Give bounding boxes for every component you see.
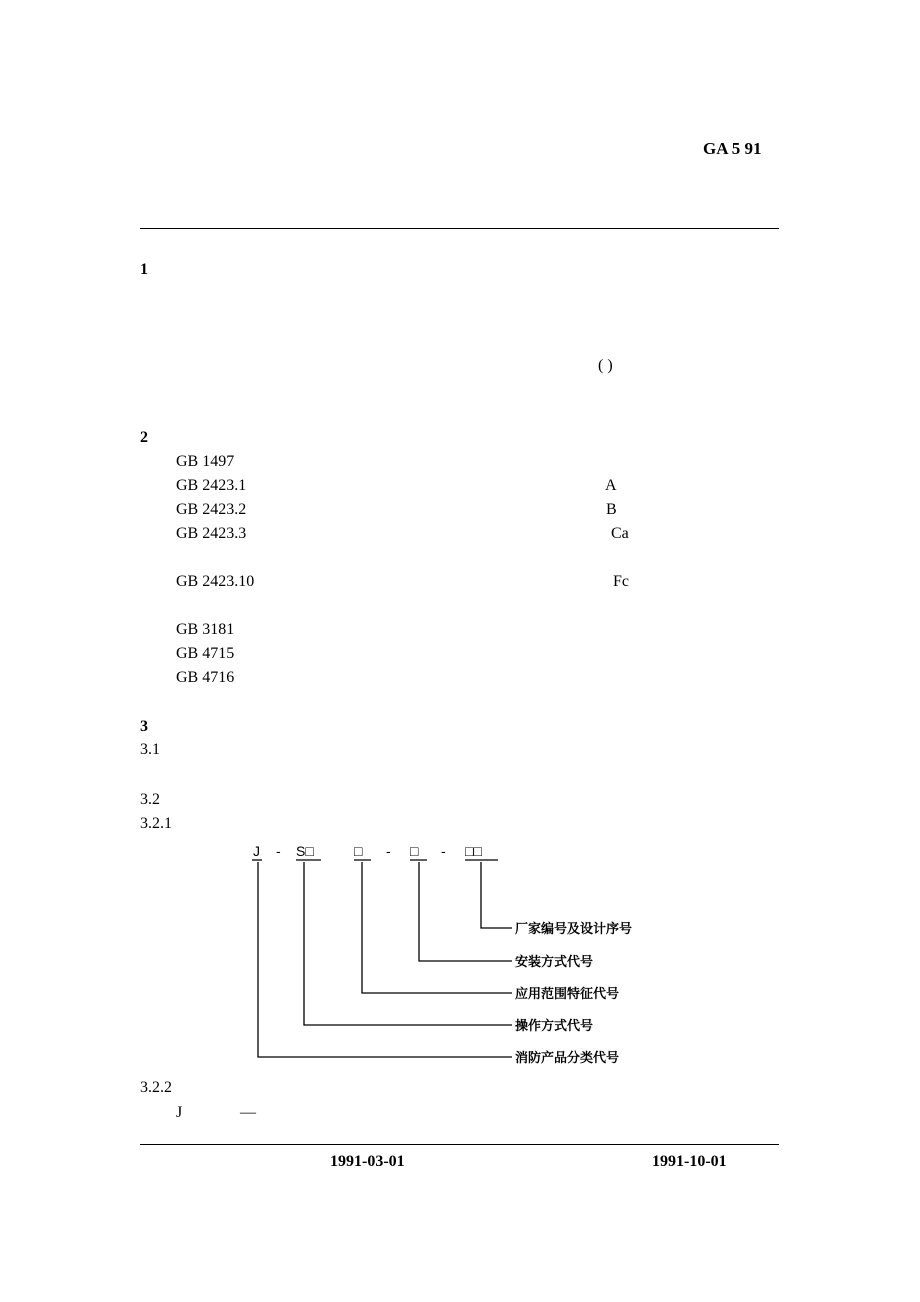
section-2-number: 2 bbox=[140, 429, 148, 446]
clause-3-2: 3.2 bbox=[140, 791, 160, 808]
ref-suffix: B bbox=[606, 501, 617, 518]
code-part-dash: - bbox=[276, 843, 281, 859]
label-installation-method: 安装方式代号 bbox=[515, 955, 594, 970]
label-manufacturer-serial: 厂家编号及设计序号 bbox=[515, 922, 633, 937]
code-part-dash: - bbox=[441, 843, 446, 859]
label-operation-method: 操作方式代号 bbox=[515, 1019, 594, 1034]
standard-code: GA 5 91 bbox=[703, 139, 762, 158]
ref-code: GB 3181 bbox=[176, 621, 235, 638]
code-part-s: S□ bbox=[296, 843, 314, 859]
code-part-boxes: □□ bbox=[465, 843, 482, 859]
ref-code: GB 2423.10 bbox=[176, 573, 255, 590]
effective-date: 1991-10-01 bbox=[652, 1153, 727, 1170]
ref-code: GB 2423.1 bbox=[176, 477, 247, 494]
clause-3-2-2: 3.2.2 bbox=[140, 1079, 172, 1096]
clause-3-2-1: 3.2.1 bbox=[140, 815, 172, 832]
ref-code: GB 4715 bbox=[176, 645, 235, 662]
ref-suffix: A bbox=[605, 477, 617, 494]
ref-suffix: Fc bbox=[613, 573, 629, 590]
code-part-box: □ bbox=[354, 843, 363, 859]
section-3-number: 3 bbox=[140, 718, 148, 735]
ref-suffix: Ca bbox=[611, 525, 629, 542]
issue-date: 1991-03-01 bbox=[330, 1153, 405, 1170]
leader-manufacturer bbox=[481, 862, 512, 928]
label-product-classification: 消防产品分类代号 bbox=[515, 1051, 620, 1066]
section-1-parenthesis: ( ) bbox=[598, 357, 613, 374]
section-1-number: 1 bbox=[140, 261, 148, 278]
clause-3-2-2-code: J bbox=[176, 1104, 183, 1121]
ref-code: GB 4716 bbox=[176, 669, 235, 686]
footer-rule bbox=[140, 1144, 779, 1145]
label-application-range: 应用范围特征代号 bbox=[515, 987, 620, 1002]
clause-3-2-2-dash: — bbox=[240, 1104, 256, 1121]
code-part-dash: - bbox=[386, 843, 391, 859]
ref-code: GB 1497 bbox=[176, 453, 235, 470]
ref-code: GB 2423.2 bbox=[176, 501, 247, 518]
ref-code: GB 2423.3 bbox=[176, 525, 247, 542]
clause-3-1: 3.1 bbox=[140, 741, 160, 758]
code-part-j: J bbox=[253, 843, 260, 859]
leader-installation bbox=[419, 862, 512, 961]
code-part-box: □ bbox=[410, 843, 419, 859]
leader-classification bbox=[258, 862, 512, 1057]
